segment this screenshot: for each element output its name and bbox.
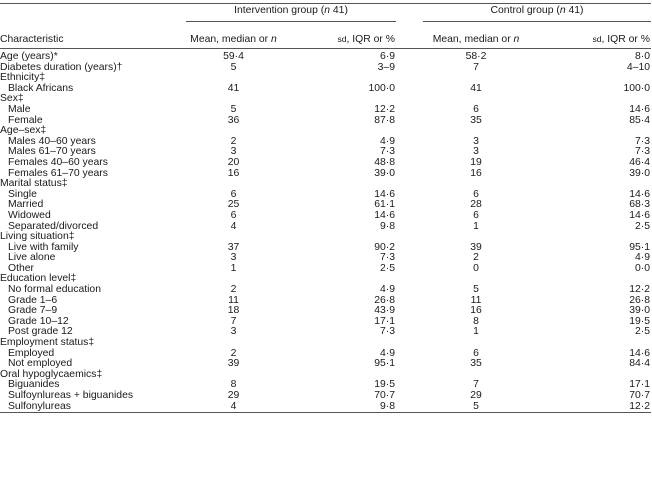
control-mean-cell: 5 xyxy=(423,402,529,413)
control-sd-cell: 39·0 xyxy=(629,167,651,179)
row-label: Sex‡ xyxy=(0,93,24,105)
gap-cell xyxy=(396,73,423,84)
control-mean-header: Mean, median or n xyxy=(432,34,520,46)
control-sd-cell: 70·7 xyxy=(629,390,651,401)
row-label: Employed xyxy=(8,347,55,359)
control-mean-cell: 2 xyxy=(473,252,479,264)
control-mean-cell: 6 xyxy=(473,103,479,115)
control-sd-cell: 14·6 xyxy=(629,347,651,359)
intervention-mean-header: Mean, median or n xyxy=(190,34,277,46)
row-label: Age (years)* xyxy=(0,51,58,62)
gap-cell xyxy=(396,105,423,116)
control-sd-cell: 68·3 xyxy=(629,199,651,211)
intervention-mean-cell: 37 xyxy=(227,241,240,253)
row-label: Living situation‡ xyxy=(0,231,75,243)
control-mean-cell: 35 xyxy=(470,358,482,370)
intervention-mean-cell: 5 xyxy=(230,103,237,115)
intervention-sd-cell: 9·8 xyxy=(379,220,396,232)
control-sd-cell: 19·5 xyxy=(629,315,651,327)
control-mean-cell: 6 xyxy=(473,347,479,359)
row-label: Other xyxy=(8,262,34,274)
row-label: Married xyxy=(8,199,44,211)
gap-cell xyxy=(396,200,423,211)
row-label: Widowed xyxy=(8,209,51,221)
row-label: Biguanides xyxy=(8,379,60,391)
gap-cell xyxy=(396,94,423,105)
control-sd-cell: 7·3 xyxy=(634,135,651,147)
gap-cell xyxy=(396,306,423,317)
row-label: Single xyxy=(8,188,37,200)
row-label: Females 61–70 years xyxy=(8,167,108,179)
control-sd-cell: 0·0 xyxy=(634,262,651,274)
gap-cell xyxy=(396,49,423,63)
intervention-sd-cell: 48·8 xyxy=(374,156,396,168)
table-row xyxy=(0,264,651,275)
gap-cell xyxy=(396,179,423,190)
table-row xyxy=(0,94,651,105)
control-sd-cell: 39·0 xyxy=(629,305,651,317)
control-mean-cell: 28 xyxy=(470,199,482,211)
intervention-sd-cell: 14·6 xyxy=(374,209,396,221)
control-sd-cell: 12·2 xyxy=(529,402,651,413)
gap-cell xyxy=(396,317,423,328)
intervention-sd-cell: 90·2 xyxy=(374,241,396,253)
gap-cell xyxy=(396,169,423,180)
table-row xyxy=(0,222,651,233)
row-label: Age–sex‡ xyxy=(0,125,47,137)
column-header-row xyxy=(0,22,651,49)
intervention-sd-header: sd, IQR or % xyxy=(337,34,396,46)
row-label: Education level‡ xyxy=(0,273,77,285)
table-row xyxy=(0,253,651,264)
row-label: Black Africans xyxy=(8,82,74,94)
intervention-sd-cell: 19·5 xyxy=(374,379,396,391)
control-group-header: Control group (n 41) xyxy=(423,4,651,22)
intervention-mean-cell: 18 xyxy=(227,305,240,317)
intervention-sd-cell: 12·2 xyxy=(374,103,396,115)
control-mean-cell: 8 xyxy=(473,315,479,327)
table-row xyxy=(0,327,651,338)
intervention-mean-cell: 59·4 xyxy=(223,51,244,62)
table-row xyxy=(0,370,651,381)
intervention-mean-cell: 7 xyxy=(230,315,237,327)
intervention-sd-cell: 87·8 xyxy=(374,114,396,126)
gap-cell xyxy=(396,158,423,169)
control-mean-cell: 19 xyxy=(470,156,482,168)
intervention-sd-cell: 2·5 xyxy=(379,262,396,274)
control-sd-cell: 2·5 xyxy=(634,220,651,232)
control-sd-cell: 2·5 xyxy=(634,326,651,338)
table-row xyxy=(0,126,651,137)
row-label: Sulfonylureas xyxy=(0,402,186,413)
table-row xyxy=(0,169,651,180)
gap-cell xyxy=(396,264,423,275)
control-mean-cell: 1 xyxy=(473,220,479,232)
row-label: Diabetes duration (years)† xyxy=(0,61,123,73)
row-label: Post grade 12 xyxy=(8,326,73,338)
intervention-mean-cell: 2 xyxy=(230,135,237,147)
control-sd-cell: 14·6 xyxy=(629,209,651,221)
intervention-sd-cell: 17·1 xyxy=(374,315,396,327)
intervention-sd-cell: 7·3 xyxy=(379,252,396,264)
control-mean-cell: 1 xyxy=(473,326,479,338)
control-sd-cell: 14·6 xyxy=(629,188,651,200)
intervention-mean-cell: 29 xyxy=(227,390,240,401)
intervention-mean-cell: 4 xyxy=(186,402,281,413)
row-label: Oral hypoglycaemics‡ xyxy=(0,368,103,380)
control-sd-cell: 8·0 xyxy=(634,51,651,62)
control-mean-cell: 7 xyxy=(473,61,479,73)
table-row xyxy=(0,190,651,201)
control-mean-cell: 0 xyxy=(473,262,479,274)
intervention-mean-cell: 6 xyxy=(230,209,237,221)
table-row xyxy=(0,158,651,169)
intervention-sd-cell: 70·7 xyxy=(374,390,396,401)
table-row xyxy=(0,296,651,307)
table-row xyxy=(0,84,651,95)
intervention-sd-cell: 6·9 xyxy=(379,51,396,62)
table-row xyxy=(0,232,651,243)
table-row xyxy=(0,243,651,254)
gap-cell xyxy=(396,349,423,360)
control-mean-cell: 16 xyxy=(470,305,482,317)
gap-cell xyxy=(396,285,423,296)
table-row xyxy=(0,338,651,349)
gap-cell xyxy=(396,137,423,148)
intervention-sd-cell: 14·6 xyxy=(374,188,396,200)
table-row xyxy=(0,317,651,328)
control-sd-cell: 12·2 xyxy=(629,284,651,296)
control-sd-cell: 95·1 xyxy=(629,241,651,253)
intervention-sd-cell: 7·3 xyxy=(379,326,396,338)
intervention-mean-cell: 3 xyxy=(230,146,237,158)
intervention-mean-cell: 6 xyxy=(230,188,237,200)
control-sd-cell: 7·3 xyxy=(634,146,651,158)
table-body xyxy=(0,49,651,413)
gap-cell xyxy=(396,243,423,254)
row-label: Marital status‡ xyxy=(0,178,68,190)
row-label: Male xyxy=(8,103,31,115)
gap-cell xyxy=(396,63,423,74)
intervention-sd-cell: 43·9 xyxy=(374,305,396,317)
control-sd-cell: 84·4 xyxy=(629,358,651,370)
row-label: Females 40–60 years xyxy=(8,156,108,168)
intervention-mean-cell: 2 xyxy=(230,347,237,359)
gap-cell xyxy=(396,126,423,137)
row-label: Ethnicity‡ xyxy=(0,72,46,84)
row-label: Female xyxy=(8,114,43,126)
control-mean-cell: 6 xyxy=(473,188,479,200)
intervention-mean-cell: 3 xyxy=(230,326,237,338)
intervention-sd-cell xyxy=(281,126,396,137)
intervention-sd-cell: 39·0 xyxy=(374,167,396,179)
gap-cell xyxy=(396,327,423,338)
intervention-sd-cell: 100·0 xyxy=(368,82,396,94)
control-sd-cell xyxy=(529,126,651,137)
intervention-mean-cell: 1 xyxy=(230,262,237,274)
control-mean-cell: 3 xyxy=(473,146,479,158)
table-row xyxy=(0,306,651,317)
intervention-sd-cell: 4·9 xyxy=(379,135,396,147)
gap-cell xyxy=(396,391,423,402)
group-gap-cell xyxy=(396,4,423,22)
table-row xyxy=(0,49,651,63)
intervention-mean-cell: 2 xyxy=(230,284,237,296)
intervention-mean-cell: 8 xyxy=(230,379,237,391)
intervention-mean-cell: 3 xyxy=(230,252,237,264)
gap-cell xyxy=(396,296,423,307)
table-row xyxy=(0,349,651,360)
row-label: Sulfoynlureas + biguanides xyxy=(8,390,134,401)
table-row xyxy=(0,211,651,222)
gap-cell xyxy=(396,253,423,264)
intervention-mean-cell: 25 xyxy=(227,199,240,211)
gap-cell xyxy=(396,147,423,158)
control-mean-cell: 6 xyxy=(473,209,479,221)
control-mean-cell: 29 xyxy=(470,390,482,401)
table-row xyxy=(0,179,651,190)
intervention-mean-cell: 20 xyxy=(227,156,240,168)
row-label: Grade 7–9 xyxy=(8,305,58,317)
intervention-sd-cell: 4·9 xyxy=(379,284,396,296)
control-mean-cell: 41 xyxy=(470,82,482,94)
intervention-sd-cell: 3–9 xyxy=(377,61,396,73)
intervention-sd-cell: 95·1 xyxy=(374,358,396,370)
intervention-mean-cell: 16 xyxy=(227,167,240,179)
control-mean-cell: 11 xyxy=(470,294,482,306)
table-row xyxy=(0,116,651,127)
characteristic-header: Characteristic xyxy=(0,34,64,46)
intervention-mean-cell: 36 xyxy=(227,114,240,126)
row-label: Live with family xyxy=(8,241,79,253)
row-label: Males 40–60 years xyxy=(8,135,96,147)
control-sd-header: sd, IQR or % xyxy=(592,34,651,46)
gap-cell xyxy=(396,380,423,391)
intervention-sd-cell: 7·3 xyxy=(379,146,396,158)
gap-cell xyxy=(396,232,423,243)
table-row xyxy=(0,391,651,402)
empty-header-cell xyxy=(0,4,186,22)
row-label: Separated/divorced xyxy=(8,220,99,232)
gap-cell xyxy=(396,84,423,95)
intervention-mean-cell: 4 xyxy=(230,220,237,232)
gap-cell xyxy=(396,116,423,127)
group-header-row xyxy=(0,4,651,22)
control-mean-cell: 3 xyxy=(473,135,479,147)
intervention-sd-cell: 9·8 xyxy=(281,402,396,413)
control-mean-cell: 58·2 xyxy=(465,51,487,62)
gap-cell xyxy=(396,222,423,233)
intervention-mean-cell: 41 xyxy=(227,82,240,94)
control-mean-cell: 5 xyxy=(473,284,479,296)
control-sd-cell: 100·0 xyxy=(623,82,651,94)
gap-cell xyxy=(396,338,423,349)
gap-cell xyxy=(396,402,423,413)
control-mean-cell: 7 xyxy=(473,379,479,391)
row-label: Not employed xyxy=(8,358,73,370)
intervention-sd-cell: 4·9 xyxy=(379,347,396,359)
gap-cell xyxy=(396,190,423,201)
header-gap-cell xyxy=(396,22,423,49)
table-row xyxy=(0,137,651,148)
control-mean-cell: 16 xyxy=(470,167,482,179)
row-label: Live alone xyxy=(8,252,56,264)
control-sd-cell: 17·1 xyxy=(629,379,651,391)
gap-cell xyxy=(396,211,423,222)
intervention-sd-cell xyxy=(281,338,396,349)
table-row xyxy=(0,105,651,116)
table-row xyxy=(0,285,651,296)
gap-cell xyxy=(396,359,423,370)
row-label: Grade 10–12 xyxy=(8,315,69,327)
intervention-group-header: Intervention group (n 41) xyxy=(186,4,396,22)
control-sd-cell: 14·6 xyxy=(629,103,651,115)
row-label: Grade 1–6 xyxy=(8,294,58,306)
control-sd-cell: 4–10 xyxy=(626,61,651,73)
control-sd-cell: 46·4 xyxy=(629,156,651,168)
row-label: No formal education xyxy=(8,284,101,296)
row-label: Employment status‡ xyxy=(0,337,95,349)
intervention-mean-cell: 5 xyxy=(230,61,237,73)
control-mean-cell: 39 xyxy=(470,241,482,253)
row-label: Males 61–70 years xyxy=(8,146,96,158)
table-row xyxy=(0,200,651,211)
control-sd-cell: 26·8 xyxy=(629,294,651,306)
gap-cell xyxy=(396,370,423,381)
intervention-sd-cell xyxy=(281,274,396,285)
table-row xyxy=(0,73,651,84)
table-row xyxy=(0,63,651,74)
control-mean-cell: 35 xyxy=(470,114,482,126)
control-sd-cell: 4·9 xyxy=(634,252,651,264)
baseline-characteristics-table xyxy=(0,3,651,413)
control-sd-cell: 85·4 xyxy=(629,114,651,126)
intervention-sd-cell: 26·8 xyxy=(374,294,396,306)
gap-cell xyxy=(396,274,423,285)
intervention-mean-cell: 11 xyxy=(228,294,239,306)
intervention-mean-cell: 39 xyxy=(227,358,240,370)
intervention-sd-cell: 61·1 xyxy=(374,199,396,211)
table-row xyxy=(0,402,651,413)
